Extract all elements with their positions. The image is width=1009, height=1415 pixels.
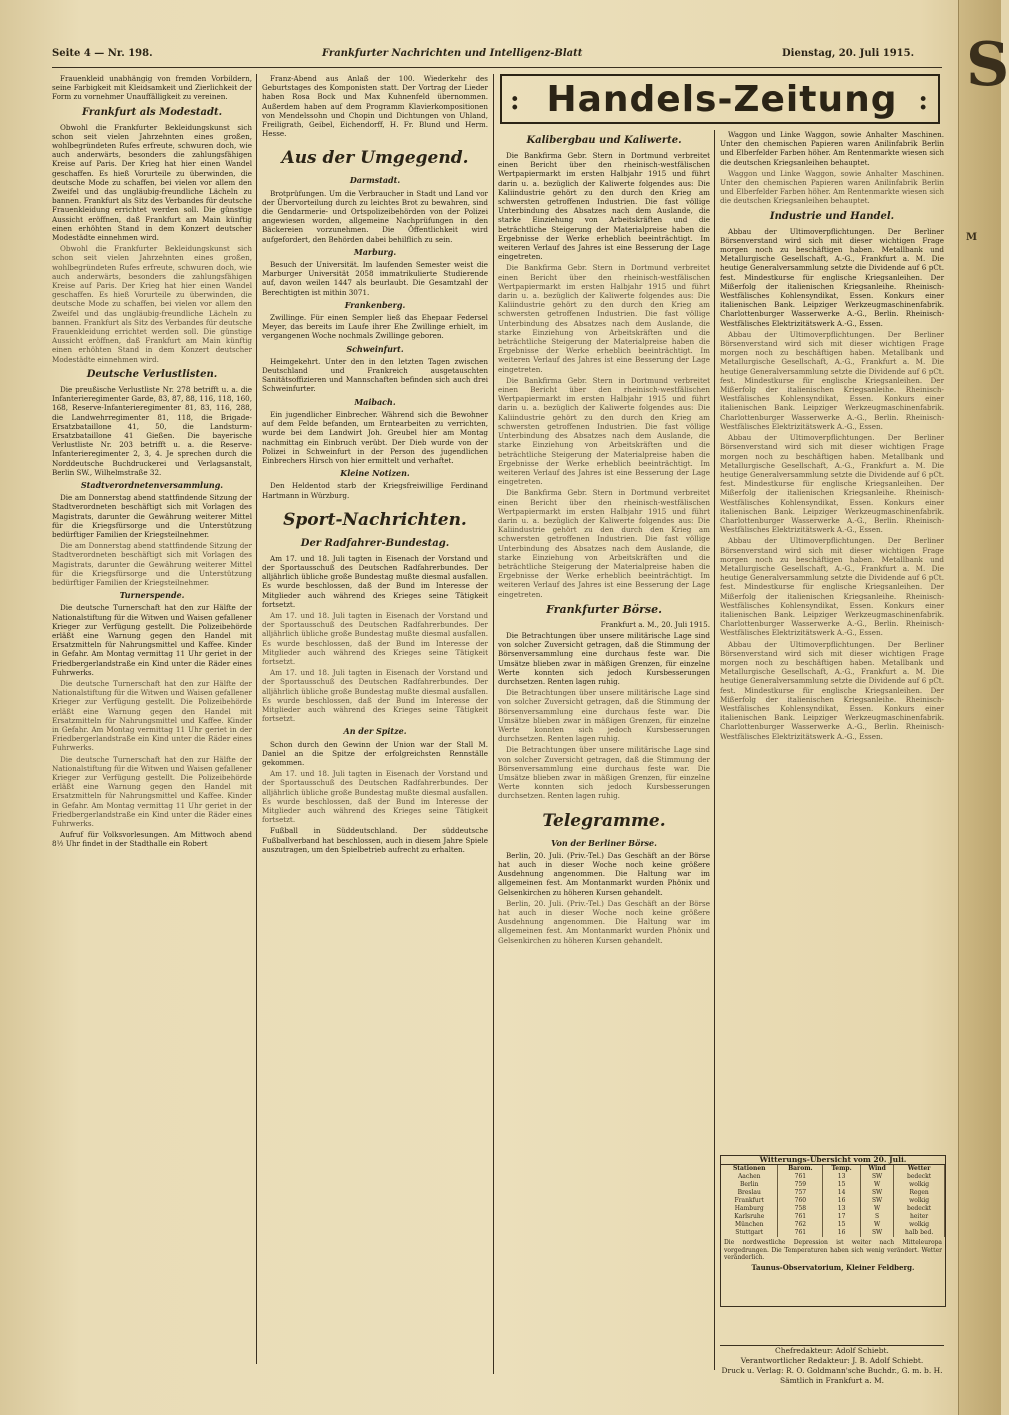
page-header bbox=[52, 48, 942, 66]
weather-cell: Breslau bbox=[721, 1189, 778, 1197]
weather-note: Die nordwestliche Depression ist weiter nach Mitteleuropa vorgedrungen. Die Temperaturen haben sich wenig verändert. Wetter veränderlich. bbox=[724, 1239, 942, 1261]
article-darmstadt: Brotprüfungen. Um die Verbraucher in Stadt und Land vor der Übervorteilung durch zu leichtes Brot zu bewahren, sind die Gendarmerie- und Ortspolizeibehörden von der Polizei angewiesen worden, allgemeine Nachprüfungen in den Bäckereien vorzunehmen. Die Öffentlichkeit wird aufgefordert, den Behörden dabei behilflich zu sein. bbox=[262, 188, 488, 244]
weather-cell: Karlsruhe bbox=[721, 1213, 778, 1221]
adjacent-page-letter: S bbox=[966, 30, 1009, 100]
article-kalibergbau: Die Bankfirma Gebr. Stern in Dortmund verbreitet einen Bericht über den rheinisch-westfälischen Wertpapiermarkt im ersten Halbjahr 1915 und führt darin u. a. bezüglich der Kaliwerte folgendes aus: Die Kaliindustrie gehört zu den durch den Krieg am schwersten getroffenen Industrien. Die fast völlige Unterbindung des Absatzes nach dem Auslande, die starke Einziehung von Arbeitskräften und die beträchtliche Steigerung der Materialpreise haben die Ergebnisse der Werke erheblich beeinträchtigt. Im weiteren Verlauf des Jahres ist eine Besserung der Lage eingetreten. bbox=[498, 151, 710, 262]
article-fussball: Fußball in Süddeutschland. Der süddeutsche Fußballverband hat beschlossen, auch in diesem Jahre Spiele auszutragen, um den Spielbetrieb aufrecht zu erhalten. bbox=[262, 826, 488, 854]
column-rule-2 bbox=[493, 74, 494, 1374]
article-stadtverordnete: Die am Donnerstag abend stattfindende Sitzung der Stadtverordneten beschäftigt sich mit Vorlagen des Magistrats, darunter die Gewährung weiterer Mittel für die Kriegsfürsorge und die Unterstützung bedürftiger Familien der Kriegsteilnehmer. bbox=[52, 493, 252, 539]
article-industrie-handel-cont: Abbau der Ultimoverpflichtungen. Der Berliner Börsenverstand wird sich mit dieser wichtigen Frage morgen noch zu beschäftigen haben. Metallbank und Metallurgische Gesellschaft, A.-G., Frankfurt a. M. Die heutige Generalversammlung setzte die Dividende auf 6 pCt. fest. Mindestkurse für englische Kriegsanleihen. Der Mißerfolg der italienischen Kriegsanleihe. Rheinisch-Westfälisches Kohlensyndikat, Essen. Konkurs einer italienischen Bank. Leipziger Werkzeugmaschinenfabrik. Charlottenburger Wasserwerke A.-G., Berlin. Rheinisch-Westfälisches Elektrizitätswerk A.-G., Essen. bbox=[720, 329, 944, 431]
heading-radfahrer: Der Radfahrer-Bundestag. bbox=[300, 537, 450, 549]
weather-cell: 759 bbox=[778, 1181, 823, 1189]
heading-kleine-notizen: Kleine Notizen. bbox=[340, 468, 410, 479]
weather-cell: 16 bbox=[823, 1229, 861, 1237]
weather-cell: Aachen bbox=[721, 1173, 778, 1181]
weather-cell: 762 bbox=[778, 1221, 823, 1229]
weather-row bbox=[721, 1181, 945, 1189]
weather-cell: Regen bbox=[894, 1189, 945, 1197]
weather-cell: wolkig bbox=[894, 1181, 945, 1189]
weather-cell: SW bbox=[860, 1229, 893, 1237]
header-date: Dienstag, 20. Juli 1915. bbox=[782, 48, 915, 59]
article-kleine-notizen: Den Heldentod starb der Kriegsfreiwillige Ferdinand Hartmann in Würzburg. bbox=[262, 481, 488, 500]
weather-row bbox=[721, 1205, 945, 1213]
weather-cell: 13 bbox=[823, 1173, 861, 1181]
article-maibach: Ein jugendlicher Einbrecher. Während sich die Bewohner auf dem Felde befanden, um Erntearbeiten zu verrichten, wurde bei dem Landwirt Joh. Greubel hier am Montag nachmittag ein Einbruch verübt. Der Dieb wurde von der Polizei in Schweinfurt in der Person des jugendlichen Einbrechers Hirsch von hier ermittelt und verhaftet. bbox=[262, 409, 488, 465]
weather-cell: SW bbox=[860, 1189, 893, 1197]
column-rule-1 bbox=[256, 74, 257, 1364]
weather-row bbox=[721, 1173, 945, 1181]
weather-col-header: Wetter bbox=[894, 1165, 945, 1173]
masthead-dot-right: : bbox=[918, 86, 928, 116]
weather-cell: wolkig bbox=[894, 1197, 945, 1205]
weather-cell: halb bed. bbox=[894, 1229, 945, 1237]
weather-row bbox=[721, 1189, 945, 1197]
article-berliner-boerse: Berlin, 20. Juli. (Priv.-Tel.) Das Geschäft an der Börse hat auch in dieser Woche noch keine größere Ausdehnung angenommen. Die Haltung war im allgemeinen fest. Am Montanmarkt wurden Phönix und Gelsenkirchen zu höheren Kursen gehandelt. bbox=[498, 850, 710, 897]
header-page-number: Seite 4 — Nr. 198. bbox=[52, 48, 153, 59]
article-radfahrer: Am 17. und 18. Juli tagten in Eisenach der Vorstand und der Sportausschuß des Deutschen Radfahrerbundes. Der alljährlich übliche große Bundestag mußte diesmal ausfallen. Es wurde beschlossen, daß der Bund im Interesse der Mitglieder auch während des Krieges seine Tätigkeit fortsetzt. bbox=[262, 553, 488, 609]
heading-industrie-handel: Industrie und Handel. bbox=[769, 210, 895, 222]
article-industrie-handel-cont-3: Abbau der Ultimoverpflichtungen. Der Berliner Börsenverstand wird sich mit dieser wichtigen Frage morgen noch zu beschäftigen haben. Metallbank und Metallurgische Gesellschaft, A.-G., Frankfurt a. M. Die heutige Generalversammlung setzte die Dividende auf 6 pCt. fest. Mindestkurse für englische Kriegsanleihen. Der Mißerfolg der italienischen Kriegsanleihe. Rheinisch-Westfälisches Kohlensyndikat, Essen. Konkurs einer italienischen Bank. Leipziger Werkzeugmaschinenfabrik. Charlottenburger Wasserwerke A.-G., Berlin. Rheinisch-Westfälisches Elektrizitätswerk A.-G., Essen. bbox=[720, 536, 944, 638]
article-volksvorlesungen: Aufruf für Volksvorlesungen. Am Mittwoch abend 8½ Uhr findet in der Stadthalle ein Robert bbox=[52, 830, 252, 849]
heading-berliner-boerse: Von der Berliner Börse. bbox=[551, 837, 657, 848]
article-industrie-handel: Abbau der Ultimoverpflichtungen. Der Berliner Börsenverstand wird sich mit dieser wichtigen Frage morgen noch zu beschäftigen haben. Metallbank und Metallurgische Gesellschaft, A.-G., Frankfurt a. M. Die heutige Generalversammlung setzte die Dividende auf 6 pCt. fest. Mindestkurse für englische Kriegsanleihen. Der Mißerfolg der italienischen Kriegsanleihe. Rheinisch-Westfälisches Kohlensyndikat, Essen. Konkurs einer italienischen Bank. Leipziger Werkzeugmaschinenfabrik. Charlottenburger Wasserwerke A.-G., Berlin. Rheinisch-Westfälisches Elektrizitätswerk A.-G., Essen. bbox=[720, 226, 944, 328]
article-turnerspende: Die deutsche Turnerschaft hat den zur Hälfte der Nationalstiftung für die Witwen und Waisen gefallener Krieger zur Verfügung gestellt. Die Polizeibehörde erläßt eine Warnung gegen den Handel mit Ersatzmitteln für Nahrungsmittel und Kaffee. Kinder in Gefahr. Am Montag vermittag 11 Uhr geriet in der Friedbergerlandstraße ein Kind unter die Räder eines Fuhrwerks. bbox=[52, 603, 252, 677]
article-frankfurter-boerse-cont: Die Betrachtungen über unsere militärische Lage sind von solcher Zuversicht getragen, daß die Stimmung der Börsenversammlung eine durchaus feste war. Die Umsätze blieben zwar in mäßigen Grenzen, für einzelne Werte konnten sich jedoch Kursbesserungen durchsetzen. Renten lagen ruhig. bbox=[498, 688, 710, 744]
article-frankenberg: Zwillinge. Für einen Sempler ließ das Ehepaar Federsel Meyer, das bereits im Laufe ihrer Ehe Zwillinge erhielt, im vergangenen Woche nochmals Zwillinge geboren. bbox=[262, 313, 488, 341]
weather-cell: 15 bbox=[823, 1181, 861, 1189]
heading-frankenberg: Frankenberg. bbox=[344, 299, 406, 310]
imprint-editor: Chefredakteur: Adolf Schiebt. bbox=[720, 1345, 944, 1356]
weather-table-body bbox=[721, 1173, 945, 1237]
weather-cell: Hamburg bbox=[721, 1205, 778, 1213]
weather-col-header: Wind bbox=[860, 1165, 893, 1173]
weather-cell: München bbox=[721, 1221, 778, 1229]
weather-col-header: Stationen bbox=[721, 1165, 778, 1173]
article-verlustlisten: Die preußische Verlustliste Nr. 278 betrifft u. a. die Infanterieregimenter Garde, 83, 87, 88, 116, 118, 160, 168, Reserve-Infanterieregimenter 81, 83, 116, 288, die Landwehrregimenter 81, 118, die Brigade-Ersatzbataillone 41, 50, die Landsturm-Ersatzbataillone 41 Gießen. Die bayerische Verlustliste Nr. 203 betrifft u. a. die Reserve-Infanterieregimenter 2, 3, 4. Je sprechen durch die Norddeutsche Buchdruckerei und Verlagsanstalt, Berlin SW., Wilhelmstraße 32. bbox=[52, 384, 252, 477]
weather-cell: SW bbox=[860, 1173, 893, 1181]
masthead-dot-left: : bbox=[510, 86, 520, 116]
column-rule-3 bbox=[714, 130, 715, 1370]
adjacent-page-edge bbox=[958, 0, 1001, 1415]
weather-row bbox=[721, 1221, 945, 1229]
article-turnerspende-cont: Die deutsche Turnerschaft hat den zur Hälfte der Nationalstiftung für die Witwen und Waisen gefallener Krieger zur Verfügung gestellt. Die Polizeibehörde erläßt eine Warnung gegen den Handel mit Ersatzmitteln für Nahrungsmittel und Kaffee. Kinder in Gefahr. Am Montag vermittag 11 Uhr geriet in der Friedbergerlandstraße ein Kind unter die Räder eines Fuhrwerks. bbox=[52, 678, 252, 753]
weather-cell: bedeckt bbox=[894, 1205, 945, 1213]
article-turnerspende-cont-2: Die deutsche Turnerschaft hat den zur Hälfte der Nationalstiftung für die Witwen und Waisen gefallener Krieger zur Verfügung gestellt. Die Polizeibehörde erläßt eine Warnung gegen den Handel mit Ersatzmitteln für Nahrungsmittel und Kaffee. Kinder in Gefahr. Am Montag vermittag 11 Uhr geriet in der Friedbergerlandstraße ein Kind unter die Räder eines Fuhrwerks. bbox=[52, 754, 252, 829]
heading-sport: Sport-Nachrichten. bbox=[283, 509, 467, 530]
heading-darmstadt: Darmstadt. bbox=[349, 175, 401, 186]
imprint-place: Sämtlich in Frankfurt a. M. bbox=[779, 1376, 885, 1385]
weather-cell: 14 bbox=[823, 1189, 861, 1197]
weather-cell: 761 bbox=[778, 1213, 823, 1221]
article-kalibergbau-cont-2: Die Bankfirma Gebr. Stern in Dortmund verbreitet einen Bericht über den rheinisch-westfälischen Wertpapiermarkt im ersten Halbjahr 1915 und führt darin u. a. bezüglich der Kaliwerte folgendes aus: Die Kaliindustrie gehört zu den durch den Krieg am schwersten getroffenen Industrien. Die fast völlige Unterbindung des Absatzes nach dem Auslande, die starke Einziehung von Arbeitskräften und die beträchtliche Steigerung der Materialpreise haben die Ergebnisse der Werke erheblich beeinträchtigt. Im weiteren Verlauf des Jahres ist eine Besserung der Lage eingetreten. bbox=[498, 375, 710, 487]
col4-intro-cont: Waggon und Linke Waggon, sowie Anhalter Maschinen. Unter den chemischen Papieren waren Anilinfabrik Berlin und Elberfelder Farben höher. Am Rentenmarkte wiesen sich die deutschen Kriegsanleihen behauptet. bbox=[720, 168, 944, 206]
adjacent-page-letter-2: M bbox=[966, 232, 978, 243]
weather-cell: Frankfurt bbox=[721, 1197, 778, 1205]
weather-table bbox=[720, 1155, 946, 1307]
weather-col-header: Barom. bbox=[778, 1165, 823, 1173]
header-rule bbox=[52, 67, 942, 68]
weather-cell: Stuttgart bbox=[721, 1229, 778, 1237]
column-4 bbox=[720, 130, 944, 1150]
boerse-dateline: Frankfurt a. M., 20. Juli 1915. bbox=[600, 619, 710, 629]
taunus-observatorium: Taunus-Observatorium, Kleiner Feldberg. bbox=[751, 1262, 915, 1272]
weather-cell: W bbox=[860, 1181, 893, 1189]
weather-cell: 761 bbox=[778, 1173, 823, 1181]
weather-cell: heiter bbox=[894, 1213, 945, 1221]
weather-cell: Berlin bbox=[721, 1181, 778, 1189]
weather-row bbox=[721, 1213, 945, 1221]
weather-cell: 760 bbox=[778, 1197, 823, 1205]
weather-row bbox=[721, 1229, 945, 1237]
header-newspaper-name: Frankfurter Nachrichten und Intelligenz-Blatt bbox=[322, 48, 583, 59]
weather-cell: 761 bbox=[778, 1229, 823, 1237]
article-stadtverordnete-cont: Die am Donnerstag abend stattfindende Sitzung der Stadtverordneten beschäftigt sich mit Vorlagen des Magistrats, darunter die Gewährung weiterer Mittel für die Kriegsfürsorge und die Unterstützung bedürftiger Familien der Kriegsteilnehmer. bbox=[52, 541, 252, 587]
weather-cell: wolkig bbox=[894, 1221, 945, 1229]
heading-an-der-spitze: An der Spitze. bbox=[343, 726, 407, 737]
heading-kalibergbau: Kalibergbau und Kaliwerte. bbox=[526, 135, 682, 146]
heading-verlustlisten: Deutsche Verlustlisten. bbox=[86, 368, 218, 380]
weather-row bbox=[721, 1197, 945, 1205]
article-frankfurter-boerse-cont-2: Die Betrachtungen über unsere militärische Lage sind von solcher Zuversicht getragen, daß die Stimmung der Börsenversammlung eine durchaus feste war. Die Umsätze blieben zwar in mäßigen Grenzen, für einzelne Werte konnten sich jedoch Kursbesserungen durchsetzen. Renten lagen ruhig. bbox=[498, 745, 710, 801]
article-modestadt: Obwohl die Frankfurter Bekleidungskunst sich schon seit vielen Jahrzehnten eines großen, wohlbegründeten Rufes erfreute, schwuren doch, wie auch anderwärts, besonders die zahlungsfähigen Kreise auf Paris. Der Krieg hat hier einen Wandel geschaffen. Es hieß Vorurteile zu überwinden, die deutsche Mode zu schaffen, bei vielen vor allem den Zweifel und das ungläubig-freundliche Lächeln zu bannen. Frankfurt als Sitz des Verbandes für deutsche Frauenkleidung errichtet werden soll. Die günstige Aussicht eröffnen, daß Frankfurt am Main künftig einen erhöhten Stand in dem Konzert deutscher Modestädte einnehmen wird. bbox=[52, 122, 252, 243]
heading-stadtverordnete: Stadtverordnetenversammlung. bbox=[80, 479, 224, 490]
article-an-der-spitze-cont: Am 17. und 18. Juli tagten in Eisenach der Vorstand und der Sportausschuß des Deutschen Radfahrerbundes. Der alljährlich übliche große Bundestag mußte diesmal ausfallen. Es wurde beschlossen, daß der Bund im Interesse der Mitglieder auch während des Krieges seine Tätigkeit fortsetzt. bbox=[262, 769, 488, 825]
heading-frankfurter-boerse: Frankfurter Börse. bbox=[546, 602, 662, 616]
handels-zeitung-masthead bbox=[500, 74, 940, 124]
masthead-title: Handels-Zeitung bbox=[546, 79, 898, 120]
heading-marburg: Marburg. bbox=[353, 246, 397, 257]
article-marburg: Besuch der Universität. Im laufenden Semester weist die Marburger Universität 2058 immatrikulierte Studierende auf, davon weilen 1447 als beurlaubt. Die Gesamtzahl der Berechtigten ist mithin 3071. bbox=[262, 260, 488, 297]
weather-cell: bedeckt bbox=[894, 1173, 945, 1181]
weather-cell: W bbox=[860, 1221, 893, 1229]
article-kalibergbau-cont: Die Bankfirma Gebr. Stern in Dortmund verbreitet einen Bericht über den rheinisch-westfälischen Wertpapiermarkt im ersten Halbjahr 1915 und führt darin u. a. bezüglich der Kaliwerte folgendes aus: Die Kaliindustrie gehört zu den durch den Krieg am schwersten getroffenen Industrien. Die fast völlige Unterbindung des Absatzes nach dem Auslande, die starke Einziehung von Arbeitskräften und die beträchtliche Steigerung der Materialpreise haben die Ergebnisse der Werke erheblich beeinträchtigt. Im weiteren Verlauf des Jahres ist eine Besserung der Lage eingetreten. bbox=[498, 263, 710, 374]
article-radfahrer-cont: Am 17. und 18. Juli tagten in Eisenach der Vorstand und der Sportausschuß des Deutschen Radfahrerbundes. Der alljährlich übliche große Bundestag mußte diesmal ausfallen. Es wurde beschlossen, daß der Bund im Interesse der Mitglieder auch während des Krieges seine Tätigkeit fortsetzt. bbox=[262, 610, 488, 666]
weather-table-title: Witterungs-Übersicht vom 20. Juli. bbox=[721, 1156, 945, 1165]
heading-turnerspende: Turnerspende. bbox=[119, 590, 185, 601]
weather-cell: 757 bbox=[778, 1189, 823, 1197]
weather-cell: 13 bbox=[823, 1205, 861, 1213]
weather-cell: W bbox=[860, 1205, 893, 1213]
column-3 bbox=[498, 130, 710, 1370]
imprint-printer: Druck u. Verlag: R. O. Goldmann'sche Buchdr., G. m. b. H. bbox=[721, 1366, 943, 1375]
weather-cell: 758 bbox=[778, 1205, 823, 1213]
article-berliner-boerse-cont: Berlin, 20. Juli. (Priv.-Tel.) Das Geschäft an der Börse hat auch in dieser Woche noch keine größere Ausdehnung angenommen. Die Haltung war im allgemeinen fest. Am Montanmarkt wurden Phönix und Gelsenkirchen zu höheren Kursen gehandelt. bbox=[498, 898, 710, 945]
article-industrie-handel-cont-4: Abbau der Ultimoverpflichtungen. Der Berliner Börsenverstand wird sich mit dieser wichtigen Frage morgen noch zu beschäftigen haben. Metallbank und Metallurgische Gesellschaft, A.-G., Frankfurt a. M. Die heutige Generalversammlung setzte die Dividende auf 6 pCt. fest. Mindestkurse für englische Kriegsanleihen. Der Mißerfolg der italienischen Kriegsanleihe. Rheinisch-Westfälisches Kohlensyndikat, Essen. Konkurs einer italienischen Bank. Leipziger Werkzeugmaschinenfabrik. Charlottenburger Wasserwerke A.-G., Berlin. Rheinisch-Westfälisches Elektrizitätswerk A.-G., Essen. bbox=[720, 639, 944, 741]
article-frankfurter-boerse: Die Betrachtungen über unsere militärische Lage sind von solcher Zuversicht getragen, daß die Stimmung der Börsenversammlung eine durchaus feste war. Die Umsätze blieben zwar in mäßigen Grenzen, für einzelne Werte konnten sich jedoch Kursbesserungen durchsetzen. Renten lagen ruhig. bbox=[498, 630, 710, 686]
imprint-responsible: Verantwortlicher Redakteur: J. B. Adolf Schiebt. bbox=[740, 1356, 924, 1365]
article-an-der-spitze: Schon durch den Gewinn der Union war der Stall M. Daniel an die Spitze der erfolgreichsten Rennställe gekommen. bbox=[262, 739, 488, 767]
weather-cell: SW bbox=[860, 1197, 893, 1205]
weather-cell: 15 bbox=[823, 1221, 861, 1229]
weather-header-row bbox=[721, 1165, 945, 1173]
article-modestadt-cont: Obwohl die Frankfurter Bekleidungskunst sich schon seit vielen Jahrzehnten eines großen, wohlbegründeten Rufes erfreute, schwuren doch, wie auch anderwärts, besonders die zahlungsfähigen Kreise auf Paris. Der Krieg hat hier einen Wandel geschaffen. Es hieß Vorurteile zu überwinden, die deutsche Mode zu schaffen, bei vielen vor allem den Zweifel und das ungläubig-freundliche Lächeln zu bannen. Frankfurt als Sitz des Verbandes für deutsche Frauenkleidung errichtet werden soll. Die günstige Aussicht eröffnen, daß Frankfurt am Main künftig einen erhöhten Stand in dem Konzert deutscher Modestädte einnehmen wird. bbox=[52, 244, 252, 364]
col4-intro: Waggon und Linke Waggon, sowie Anhalter Maschinen. Unter den chemischen Papieren waren Anilinfabrik Berlin und Elberfelder Farben höher. Am Rentenmarkte wiesen sich die deutschen Kriegsanleihen behauptet. bbox=[720, 130, 944, 167]
article-industrie-handel-cont-2: Abbau der Ultimoverpflichtungen. Der Berliner Börsenverstand wird sich mit dieser wichtigen Frage morgen noch zu beschäftigen haben. Metallbank und Metallurgische Gesellschaft, A.-G., Frankfurt a. M. Die heutige Generalversammlung setzte die Dividende auf 6 pCt. fest. Mindestkurse für englische Kriegsanleihen. Der Mißerfolg der italienischen Kriegsanleihe. Rheinisch-Westfälisches Kohlensyndikat, Essen. Konkurs einer italienischen Bank. Leipziger Werkzeugmaschinenfabrik. Charlottenburger Wasserwerke A.-G., Berlin. Rheinisch-Westfälisches Elektrizitätswerk A.-G., Essen. bbox=[720, 433, 944, 535]
heading-telegramme: Telegramme. bbox=[542, 810, 666, 831]
weather-cell: 17 bbox=[823, 1213, 861, 1221]
heading-schweinfurt: Schweinfurt. bbox=[346, 343, 404, 354]
article-kalibergbau-cont-3: Die Bankfirma Gebr. Stern in Dortmund verbreitet einen Bericht über den rheinisch-westfälischen Wertpapiermarkt im ersten Halbjahr 1915 und führt darin u. a. bezüglich der Kaliwerte folgendes aus: Die Kaliindustrie gehört zu den durch den Krieg am schwersten getroffenen Industrien. Die fast völlige Unterbindung des Absatzes nach dem Auslande, die starke Einziehung von Arbeitskräften und die beträchtliche Steigerung der Materialpreise haben die Ergebnisse der Werke erheblich beeinträchtigt. Im weiteren Verlauf des Jahres ist eine Besserung der Lage eingetreten. bbox=[498, 488, 710, 599]
heading-umgegend: Aus der Umgegend. bbox=[281, 148, 469, 169]
col1-intro: Frauenkleid unabhängig von fremden Vorbildern, seine Farbigkeit mit Kleidsamkeit und Zierlichkeit der Form zu vornehmer Unauffälligkeit zu vereinen. bbox=[52, 74, 252, 102]
column-1 bbox=[52, 74, 252, 1374]
weather-cell: 16 bbox=[823, 1197, 861, 1205]
imprint bbox=[720, 1345, 944, 1386]
heading-modestadt: Frankfurt als Modestadt. bbox=[81, 106, 223, 118]
column-2 bbox=[262, 74, 488, 1374]
weather-cell: S bbox=[860, 1213, 893, 1221]
weather-col-header: Temp. bbox=[823, 1165, 861, 1173]
col2-intro: Franz-Abend aus Anlaß der 100. Wiederkehr des Geburtstages des Komponisten statt. Der Vortrag der Lieder haben Rosa Bock und Max Kuhnenfeld übernommen. Außerdem haben auf dem Programm Klavierkompositionen von Mendelssohn und Chopin und Dichtungen von Uhland, Freiligrath, Geibel, Eichendorff, H. Fr. Blund und Herm. Hesse. bbox=[262, 74, 488, 139]
article-schweinfurt: Heimgekehrt. Unter den in den letzten Tagen zwischen Deutschland und Frankreich ausgetauschten Sanitätsoffizieren und Mannschaften befinden sich auch drei Schweinfurter. bbox=[262, 356, 488, 394]
article-radfahrer-cont-2: Am 17. und 18. Juli tagten in Eisenach der Vorstand und der Sportausschuß des Deutschen Radfahrerbundes. Der alljährlich übliche große Bundestag mußte diesmal ausfallen. Es wurde beschlossen, daß der Bund im Interesse der Mitglieder auch während des Krieges seine Tätigkeit fortsetzt. bbox=[262, 668, 488, 724]
weather-table-grid bbox=[721, 1165, 945, 1237]
heading-maibach: Maibach. bbox=[354, 396, 396, 407]
